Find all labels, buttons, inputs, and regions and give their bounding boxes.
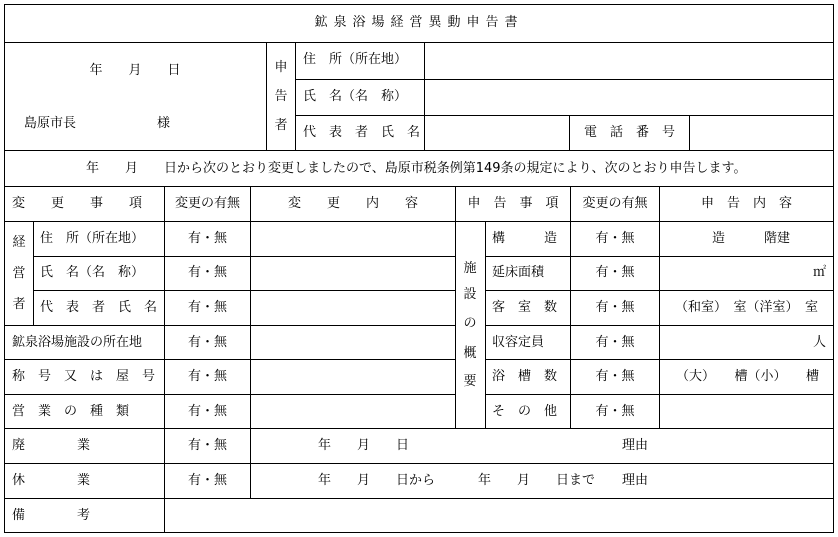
facility-char-2: 設: [463, 287, 477, 302]
rep-label: 代 表 者 氏 名: [303, 125, 421, 140]
col-report-item: 申 告 事 項: [467, 196, 559, 211]
suspension-yn[interactable]: 有・無: [187, 473, 227, 488]
address-label: 住 所（所在地）: [303, 52, 408, 67]
border-bottom: [4, 532, 834, 533]
left-row-4-yn[interactable]: 有・無: [187, 335, 227, 350]
facility-char-3: の: [463, 316, 477, 331]
remarks-field[interactable]: [166, 500, 832, 531]
right-row-5-label: 浴 槽 数: [492, 369, 558, 384]
line-col3: [455, 186, 456, 429]
line-closure-split: [250, 428, 251, 499]
right-row-6-yn[interactable]: 有・無: [595, 404, 635, 419]
right-row-1-content[interactable]: 造 階建: [712, 231, 791, 246]
operator-char-1: 経: [12, 235, 26, 250]
address-field[interactable]: [426, 44, 832, 78]
closure-reason-label: 理由: [622, 438, 649, 453]
col-change-item: 変 更 事 項: [12, 196, 143, 211]
line-colheaders: [4, 221, 834, 222]
right-row-3-yn[interactable]: 有・無: [595, 300, 635, 315]
left-row-4-label: 鉱泉浴場施設の所在地: [12, 335, 143, 350]
left-row-3-yn[interactable]: 有・無: [187, 300, 227, 315]
line-rrow1: [485, 256, 834, 257]
facility-char-5: 要: [463, 374, 477, 389]
border-right: [833, 4, 834, 533]
report-date: 年 月 日: [89, 63, 181, 78]
applicant-char-3: 者: [274, 118, 288, 133]
right-row-3-content[interactable]: （和室） 室（洋室） 室: [675, 300, 819, 315]
closure-yn[interactable]: 有・無: [187, 438, 227, 453]
mayor-honorific: 様: [157, 116, 171, 131]
suspension-to: 年 月 日まで: [478, 473, 596, 488]
line-title: [4, 42, 834, 43]
phone-label: 電 話 番 号: [583, 125, 675, 140]
line-declaration: [4, 186, 834, 187]
line-lrow4: [4, 359, 455, 360]
left-row-2-yn[interactable]: 有・無: [187, 265, 227, 280]
col-report-yn: 変更の有無: [582, 196, 648, 211]
right-row-4-label: 収容定員: [492, 335, 545, 350]
name-field[interactable]: [426, 81, 832, 114]
col-change-content: 変 更 内 容: [287, 196, 418, 211]
line-phone-r: [689, 115, 690, 151]
right-row-2-yn[interactable]: 有・無: [595, 265, 635, 280]
closure-label: 廃 業: [12, 438, 91, 453]
line-lrow2: [33, 290, 455, 291]
declaration-text: 年 月 日から次のとおり変更しましたので、島原市税条例第149条の規定により、次のとおり申告します。: [86, 161, 747, 176]
line-rrow4: [485, 359, 834, 360]
left-row-1-yn[interactable]: 有・無: [187, 231, 227, 246]
line-lrow1: [33, 256, 455, 257]
operator-char-3: 者: [12, 297, 26, 312]
applicant-char-1: 申: [274, 60, 288, 75]
left-row-5-label: 称 号 又 は 屋 号: [12, 369, 156, 384]
left-row-5-yn[interactable]: 有・無: [187, 369, 227, 384]
facility-char-1: 施: [463, 261, 477, 276]
left-row-1-label: 住 所（所在地）: [40, 231, 145, 246]
line-rrow2: [485, 290, 834, 291]
suspension-label: 休 業: [12, 473, 91, 488]
line-applicant: [295, 42, 296, 151]
col-report-content: 申 告 内 容: [700, 196, 792, 211]
name-label: 氏 名（名 称）: [303, 89, 408, 104]
line-rrow5: [485, 394, 834, 395]
line-rrow3: [485, 325, 834, 326]
phone-field[interactable]: [691, 117, 832, 150]
line-labels: [424, 42, 425, 151]
right-row-4-yn[interactable]: 有・無: [595, 335, 635, 350]
line-header-bottom: [4, 150, 834, 151]
line-closure: [4, 463, 834, 464]
line-suspension: [4, 498, 834, 499]
operator-char-2: 営: [12, 266, 26, 281]
rep-field[interactable]: [426, 117, 568, 150]
form-title: 鉱泉浴場経営異動申告書: [314, 15, 524, 30]
line-name: [295, 115, 834, 116]
line-table-bottom: [4, 428, 834, 429]
right-row-5-yn[interactable]: 有・無: [595, 369, 635, 384]
right-row-2-content[interactable]: ㎡: [812, 265, 826, 280]
right-row-4-content[interactable]: 人: [812, 335, 826, 350]
line-addr: [295, 79, 834, 80]
right-row-6-label: そ の 他: [492, 404, 558, 419]
left-row-6-yn[interactable]: 有・無: [187, 404, 227, 419]
remarks-label: 備 考: [12, 508, 91, 523]
border-top: [4, 4, 834, 5]
line-lrow3: [4, 325, 455, 326]
right-row-2-label: 延床面積: [492, 265, 545, 280]
line-col2: [250, 186, 251, 429]
mayor-label: 島原市長: [24, 116, 77, 131]
closure-date: 年 月 日: [318, 438, 410, 453]
right-row-1-yn[interactable]: 有・無: [595, 231, 635, 246]
suspension-from: 年 月 日から: [318, 473, 436, 488]
suspension-reason-label: 理由: [622, 473, 649, 488]
right-row-1-label: 構 造: [492, 231, 558, 246]
border-left: [4, 4, 5, 533]
left-row-6-label: 営 業 の 種 類: [12, 404, 130, 419]
facility-char-4: 概: [463, 346, 477, 361]
line-lrow5: [4, 394, 455, 395]
right-row-3-label: 客 室 数: [492, 300, 558, 315]
right-row-5-content[interactable]: （大） 槽（小） 槽: [676, 369, 820, 384]
left-row-2-label: 氏 名（名 称）: [40, 265, 145, 280]
line-col5: [659, 186, 660, 429]
left-row-3-label: 代 表 者 氏 名: [40, 300, 158, 315]
applicant-char-2: 告: [274, 89, 288, 104]
line-operator: [33, 221, 34, 326]
col-change-yn: 変更の有無: [174, 196, 240, 211]
